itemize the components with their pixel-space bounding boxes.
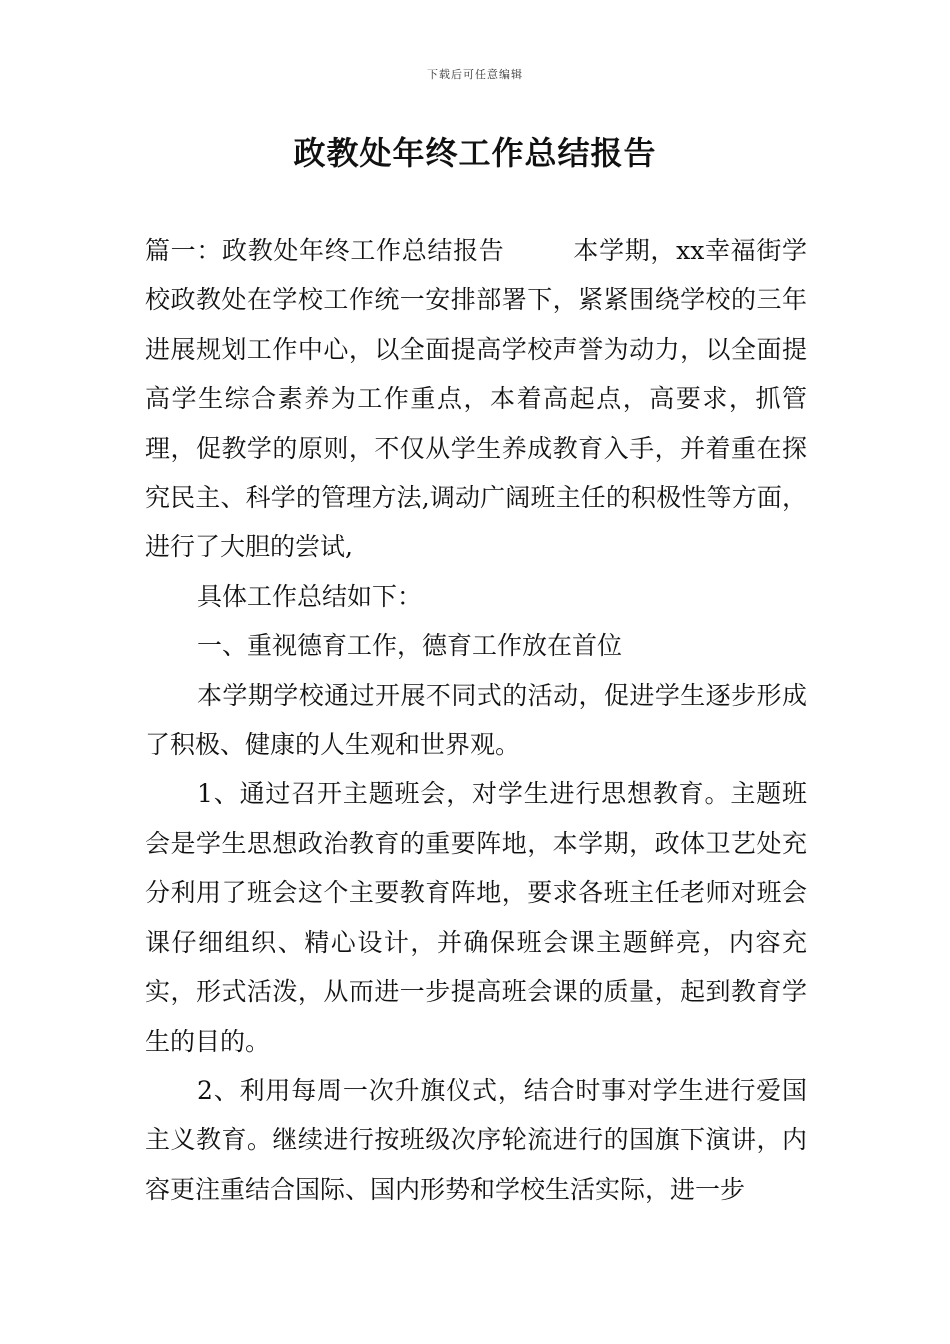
document-body [145,226,807,1214]
section-heading: 篇一：政教处年终工作总结报告 [145,236,505,265]
spacing [504,236,573,265]
paragraph-item-1: 1、通过召开主题班会，对学生进行思想教育。主题班会是学生思想政治教育的重要阵地，本学期，政体卫艺处充分利用了班会这个主要教育阵地，要求各班主任老师对班会课仔细组织、精心设计，并确保班会课主题鲜亮，内容充实，形式活泼，从而进一步提高班会课的质量，起到教育学生的目的。 [145,779,807,1056]
paragraph-activities: 本学期学校通过开展不同式的活动，促进学生逐步形成了积极、健康的人生观和世界观。 [145,680,807,760]
document-title: 政教处年终工作总结报告 [293,134,657,172]
paragraph-summary-intro: 具体工作总结如下： [197,581,423,611]
paragraph-item-2: 2、利用每周一次升旗仪式，结合时事对学生进行爱国主义教育。继续进行按班级次序轮流进行的国旗下演讲，内容更注重结合国际、国内形势和学校生活实际，进一步 [145,1075,807,1204]
paragraph-text: 本学期，xx幸福街学校政教处在学校工作统一安排部署下，紧紧围绕学校的三年进展规划工作中心，以全面提高学校声誉为动力，以全面提高学生综合素养为工作重点，本着高起点，高要求，抓管理，促教学的原则，不仅从学生养成教育入手，并着重在探究民主、科学的管理方法,调动广阔班主任的积极性等方面，进行了大胆的尝试, [145,236,807,562]
paragraph-intro [145,226,807,572]
section-heading-1: 一、重视德育工作，德育工作放在首位 [197,631,623,661]
header-note: 下载后可任意编辑 [427,68,523,81]
